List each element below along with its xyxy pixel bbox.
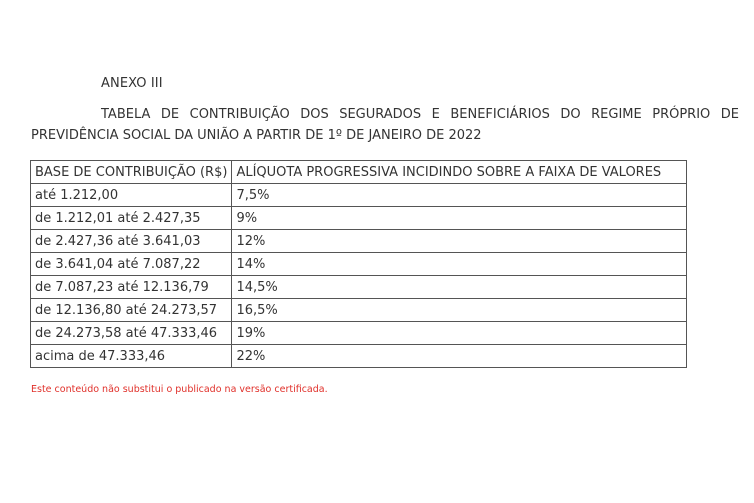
cell-base: de 24.273,58 até 47.333,46 xyxy=(31,322,232,345)
table-heading: TABELA DE CONTRIBUIÇÃO DOS SEGURADOS E BENEFICIÁRIOS DO REGIME PRÓPRIO DE PREVIDÊNCIA SOCIAL DA UNIÃO A PARTIR DE 1º DE JANEIRO DE 2022 xyxy=(31,107,739,143)
cell-rate: 14% xyxy=(232,253,687,276)
certification-notice: Este conteúdo não substitui o publicado na versão certificada. xyxy=(31,384,328,395)
cell-base: de 12.136,80 até 24.273,57 xyxy=(31,299,232,322)
annex-title: ANEXO III xyxy=(101,76,163,91)
cell-base: de 2.427,36 até 3.641,03 xyxy=(31,230,232,253)
cell-rate: 22% xyxy=(232,345,687,368)
table-row xyxy=(31,207,687,230)
cell-base: de 3.641,04 até 7.087,22 xyxy=(31,253,232,276)
cell-rate: 14,5% xyxy=(232,276,687,299)
cell-rate: 7,5% xyxy=(232,184,687,207)
table-row xyxy=(31,253,687,276)
table-row xyxy=(31,299,687,322)
header-base: BASE DE CONTRIBUIÇÃO (R$) xyxy=(31,161,232,184)
cell-rate: 19% xyxy=(232,322,687,345)
cell-rate: 9% xyxy=(232,207,687,230)
cell-base: de 1.212,01 até 2.427,35 xyxy=(31,207,232,230)
cell-base: acima de 47.333,46 xyxy=(31,345,232,368)
table-row xyxy=(31,276,687,299)
contribution-rates-table xyxy=(30,160,687,368)
cell-rate: 12% xyxy=(232,230,687,253)
cell-base: de 7.087,23 até 12.136,79 xyxy=(31,276,232,299)
table-row xyxy=(31,184,687,207)
table-row xyxy=(31,345,687,368)
cell-rate: 16,5% xyxy=(232,299,687,322)
header-rate: ALÍQUOTA PROGRESSIVA INCIDINDO SOBRE A FAIXA DE VALORES xyxy=(232,161,687,184)
table-row xyxy=(31,230,687,253)
table-row xyxy=(31,322,687,345)
table-header-row xyxy=(31,161,687,184)
cell-base: até 1.212,00 xyxy=(31,184,232,207)
